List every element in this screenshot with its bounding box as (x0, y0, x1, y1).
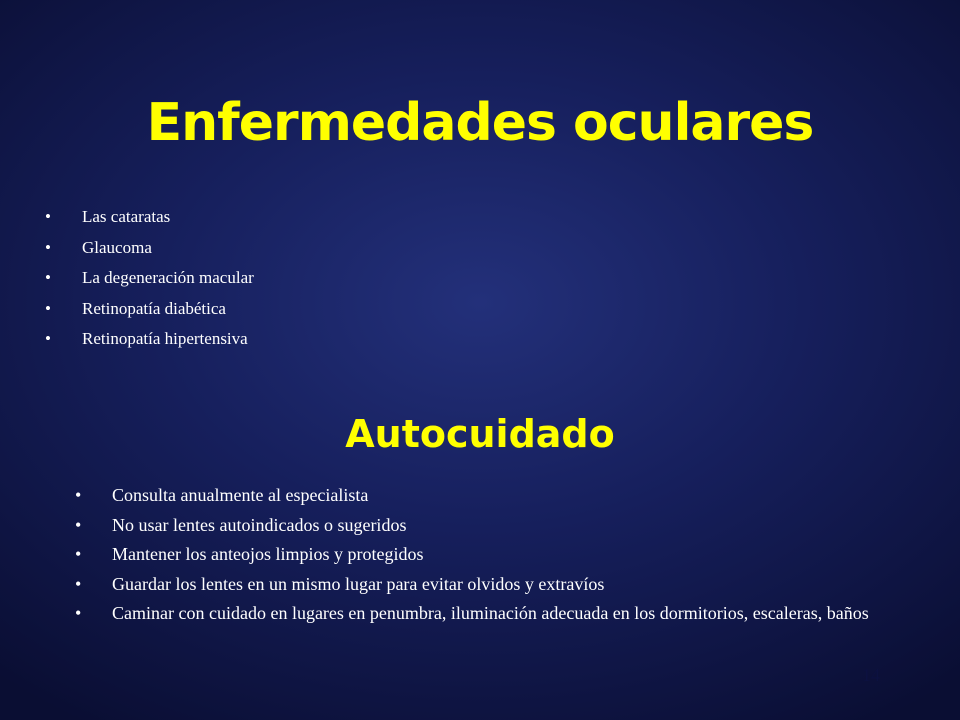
list-item-text: Consulta anualmente al especialista (112, 485, 369, 505)
list-item-text: No usar lentes autoindicados o sugeridos (112, 514, 407, 535)
bullet-icon: • (75, 544, 82, 565)
bullet-icon: • (75, 573, 82, 594)
list-item-text: Retinopatía hipertensiva (82, 329, 248, 348)
bullet-icon: • (75, 514, 82, 535)
list-item-text: Retinopatía diabética (82, 298, 226, 318)
list-item-text: Las cataratas (82, 207, 171, 226)
section-subtitle: Autocuidado (345, 412, 615, 456)
list-item-text: Guardar los lentes en un mismo lugar para evitar olvidos y extravíos (112, 573, 605, 594)
list-item (75, 543, 895, 565)
list-item (45, 266, 254, 297)
diseases-list (45, 205, 254, 358)
list-item (75, 573, 895, 595)
bullet-icon: • (75, 603, 82, 624)
list-item (75, 484, 895, 506)
bullet-icon: • (45, 298, 51, 318)
bullet-icon: • (75, 485, 82, 505)
list-item-text: La degeneración macular (82, 268, 254, 287)
page-number: 14 (862, 665, 880, 685)
list-item (45, 205, 254, 236)
list-item (45, 297, 254, 328)
list-item-text: Glaucoma (82, 237, 152, 257)
list-item-text: Mantener los anteojos limpios y protegidos (112, 544, 424, 565)
list-item-text: Caminar con cuidado en lugares en penumbra, iluminación adecuada en los dormitorios, escaleras, baños (112, 603, 869, 624)
bullet-icon: • (45, 237, 51, 257)
slide-title: Enfermedades oculares (146, 93, 814, 153)
bullet-icon: • (45, 207, 51, 226)
bullet-icon: • (45, 268, 51, 287)
list-item (75, 514, 895, 536)
bullet-icon: • (45, 329, 51, 348)
list-item (75, 602, 895, 624)
list-item (45, 236, 254, 267)
list-item (45, 327, 254, 358)
self-care-list (75, 484, 895, 632)
